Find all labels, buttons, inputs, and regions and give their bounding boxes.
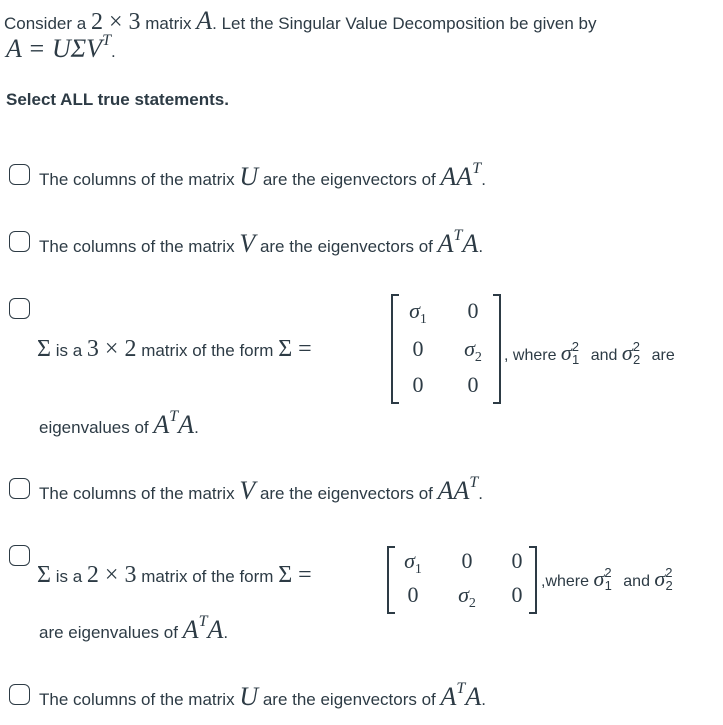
- option-text: are eigenvalues of: [39, 623, 178, 642]
- option-3-checkbox[interactable]: [9, 298, 30, 319]
- option-text: The columns of the matrix: [39, 484, 235, 503]
- option-text: is a: [55, 567, 83, 586]
- option-text: eigenvalues of: [39, 418, 149, 437]
- option-expr: A: [437, 229, 454, 258]
- option-post: .: [481, 690, 486, 709]
- matrix-cell: 0: [461, 548, 473, 573]
- option-expr: AA: [440, 162, 473, 191]
- option-3-line2: [39, 410, 199, 440]
- intro-matrix-a: A: [196, 6, 213, 35]
- option-5-where: ,where $\sigma^2_1$ and $\sigma^2_2$: [541, 565, 673, 593]
- option-expr: A: [182, 615, 199, 644]
- matrix-cell: 0: [467, 298, 479, 323]
- option-text: are the eigenvectors of: [262, 690, 436, 709]
- question-text: [4, 6, 596, 36]
- option-sup: T: [472, 160, 482, 177]
- option-text: are the eigenvectors of: [259, 237, 433, 256]
- option-text: The columns of the matrix: [39, 237, 235, 256]
- option-dims: 2 × 3: [86, 562, 137, 588]
- option-6-label[interactable]: [39, 682, 486, 712]
- matrix-cell: 0: [467, 372, 479, 397]
- intro-text-2: matrix: [145, 14, 192, 33]
- option-1-checkbox[interactable]: [9, 164, 30, 185]
- option-expr: A: [153, 410, 170, 439]
- matrix-cell: $\sigma_2$: [464, 336, 482, 365]
- intro-text: Consider a: [4, 14, 87, 33]
- option-1-label[interactable]: [39, 162, 486, 192]
- option-dims: 3 × 2: [86, 336, 137, 362]
- option-sup: T: [469, 474, 479, 491]
- option-post: .: [194, 418, 199, 437]
- matrix-cell: 0: [511, 582, 523, 607]
- option-3-label[interactable]: [37, 336, 312, 363]
- option-sup: T: [169, 408, 179, 425]
- option-5-checkbox[interactable]: [9, 545, 30, 566]
- option-6-checkbox[interactable]: [9, 684, 30, 705]
- intro-dims: 2 × 3: [90, 9, 141, 35]
- matrix-cell: $\sigma_1$: [409, 298, 427, 327]
- option-matrix: U: [239, 682, 259, 711]
- option-sup: T: [453, 227, 463, 244]
- option-expr-2: A: [207, 615, 224, 644]
- option-matrix: U: [239, 162, 259, 191]
- matrix-cell: $\sigma_2$: [458, 582, 476, 611]
- sigma-matrix-2x3: [387, 546, 537, 614]
- option-5-label[interactable]: [37, 562, 312, 589]
- where-text: ,where: [541, 573, 590, 590]
- svd-equation: [6, 34, 116, 64]
- and-text: and: [623, 573, 650, 590]
- option-expr-2: A: [462, 229, 479, 258]
- option-post: .: [223, 623, 229, 642]
- option-2-checkbox[interactable]: [9, 231, 30, 252]
- svd-transpose: T: [102, 32, 111, 49]
- sigma-matrix-3x2: [391, 294, 501, 404]
- sigma-symbol: Σ: [37, 336, 51, 362]
- instruction: [6, 90, 229, 110]
- matrix-cell: 0: [412, 336, 424, 361]
- option-matrix: V: [239, 476, 256, 505]
- option-matrix: V: [239, 229, 256, 258]
- sigma-symbol: Σ: [37, 562, 51, 588]
- option-text: The columns of the matrix: [39, 690, 235, 709]
- sigma-equals: Σ =: [278, 562, 312, 588]
- option-post: .: [481, 170, 486, 189]
- option-sup: T: [198, 613, 208, 630]
- where-text: , where: [504, 347, 557, 364]
- matrix-cell: 0: [412, 372, 424, 397]
- are-text: are: [651, 347, 675, 364]
- option-sup: T: [456, 680, 466, 697]
- intro-text-3: . Let the Singular Value Decomposition be given by: [212, 14, 597, 33]
- option-4-label[interactable]: [39, 476, 483, 506]
- option-3-where: , where $\sigma^2_1$ and $\sigma^2_2$ are: [504, 339, 675, 367]
- option-expr-2: A: [178, 410, 195, 439]
- instruction-text: Select ALL true statements.: [6, 90, 229, 109]
- option-expr: A: [440, 682, 457, 711]
- option-text: matrix of the form: [141, 341, 274, 360]
- option-5-line2: [39, 615, 228, 645]
- option-post: .: [478, 484, 484, 503]
- matrix-bracket-right: [493, 294, 501, 404]
- option-text: are the eigenvectors of: [262, 170, 436, 189]
- option-expr-2: A: [465, 682, 482, 711]
- option-text: The columns of the matrix: [39, 170, 235, 189]
- option-4-checkbox[interactable]: [9, 478, 30, 499]
- matrix-cell: 0: [511, 548, 523, 573]
- option-text: is a: [55, 341, 83, 360]
- option-expr: AA: [437, 476, 470, 505]
- sigma-equals: Σ =: [278, 336, 312, 362]
- and-text: and: [590, 347, 618, 364]
- option-post: .: [478, 237, 484, 256]
- option-text: are the eigenvectors of: [259, 484, 433, 503]
- option-text: matrix of the form: [141, 567, 274, 586]
- matrix-cell: $\sigma_1$: [404, 548, 422, 577]
- option-2-label[interactable]: [39, 229, 483, 259]
- svd-expression: A = UΣV: [6, 34, 103, 63]
- svd-dot: .: [110, 42, 116, 61]
- matrix-cell: 0: [407, 582, 419, 607]
